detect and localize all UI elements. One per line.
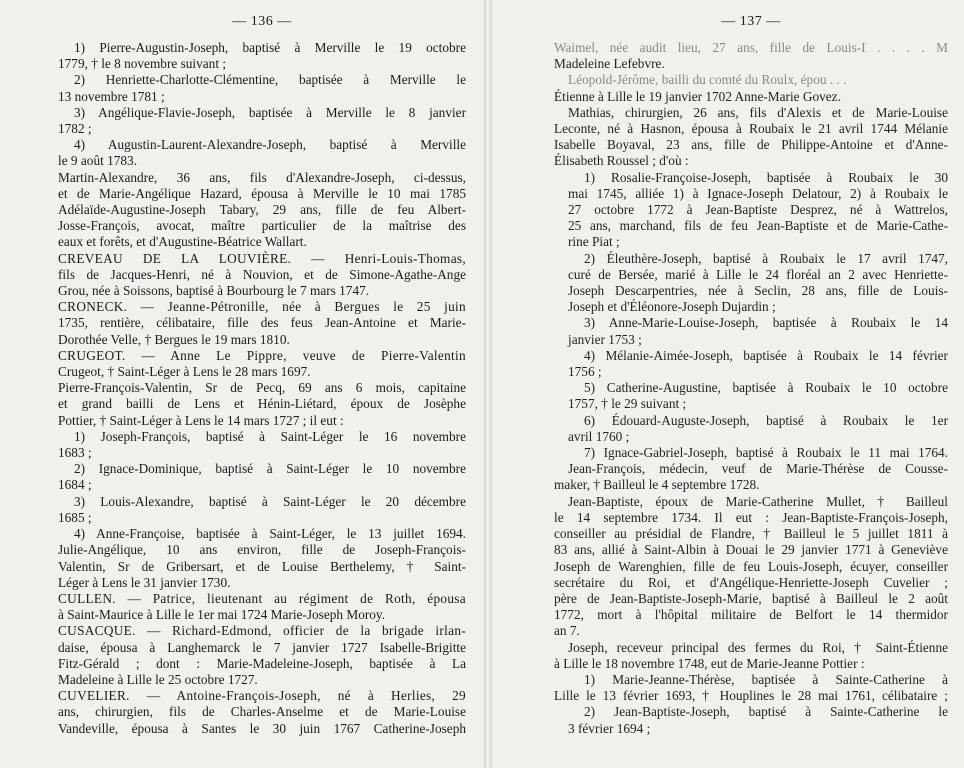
text-line: Isabelle Boyaval, 23 ans, fille de Philippe-Antoine et d'Anne-	[554, 137, 948, 153]
text-line: le 9 août 1783.	[58, 153, 138, 169]
text-line: 25 ans, marchand, fils de feu Jean-Baptiste et de Marie-Cathe-	[568, 218, 948, 234]
text-line: Leconte, né à Hasnon, épousa à Roubaix le 21 avril 1744 Mélanie	[554, 121, 948, 137]
text-line: Crugeot, † Saint-Léger à Lens le 28 mars 1697.	[58, 364, 311, 380]
text-line: 1684 ;	[58, 477, 92, 493]
text-line: 27 octobre 1772 à Jean-Baptiste Desprez, né à Wattrelos,	[568, 202, 948, 218]
text-line: 1782 ;	[58, 121, 92, 137]
text-line: 3 février 1694 ;	[568, 720, 651, 736]
text-line: Léger à Lens le 31 janvier 1730.	[58, 574, 231, 590]
text-line: Pierre-François-Valentin, Sr de Pecq, 69 ans 6 mois, capitaine	[58, 380, 466, 396]
page-number-left: — 136 —	[232, 14, 292, 29]
text-line: daise, épousa à Langhemarck le 7 janvier 1727 Isabelle-Brigitte	[58, 639, 466, 655]
text-line: mai 1745, alliée 1) à Ignace-Joseph Delatour, 2) à Roubaix le	[568, 185, 948, 201]
text-line: 5) Catherine-Augustine, baptisée à Roubaix le 10 octobre	[584, 380, 948, 396]
text-line: an 7.	[554, 623, 580, 639]
text-line: Waimel, née audit lieu, 27 ans, fille de Louis-I . . . . M	[554, 40, 948, 55]
text-line: Martin-Alexandre, 36 ans, fils d'Alexandre-Joseph, ci-dessus,	[58, 169, 466, 185]
text-line: CUSACQUE. — Richard-Edmond, officier de la brigade irlan-	[58, 623, 466, 639]
text-line: janvier 1753 ;	[568, 331, 642, 347]
right-page	[492, 0, 964, 768]
text-line: CRONECK. — Jeanne-Pétronille, née à Bergues le 25 juin	[58, 299, 466, 315]
text-line: à Lille le 18 novembre 1748, eut de Marie-Jeanne Pottier :	[554, 655, 865, 671]
text-line: 2) Ignace-Dominique, baptisé à Saint-Léger le 10 novembre	[74, 461, 466, 477]
right-page-text	[554, 40, 948, 737]
text-line: Valentin, Sr de Gribersart, et de Louise Berthelemy, † Saint-	[58, 558, 466, 574]
text-line: Dorothée Velle, † Bergues le 19 mars 1810.	[58, 331, 290, 347]
text-line: CREVEAU DE LA LOUVIÈRE. — Henri-Louis-Thomas,	[58, 250, 466, 266]
text-line: CUVELIER. — Antoine-François-Joseph, né à Herlies, 29	[58, 688, 466, 704]
text-line: 1) Rosalie-Françoise-Joseph, baptisée à Roubaix le 30	[584, 169, 948, 185]
text-line: 2) Henriette-Charlotte-Clémentine, baptisée à Merville le	[74, 72, 466, 88]
text-line: Lille le 13 février 1693, † Houplines le 28 mai 1761, célibataire ;	[554, 688, 948, 704]
text-line: Madeleine Lefebvre.	[554, 56, 665, 72]
text-line: Madeleine à Lille le 25 octobre 1727.	[58, 671, 258, 687]
text-line: 1772, mort à l'hôpital militaire de Belfort le 14 thermidor	[554, 607, 948, 623]
text-line: 1683 ;	[58, 445, 92, 461]
text-line: ans, chirurgien, fils de Charles-Anselme et de Marie-Louise	[58, 704, 466, 720]
text-line: le 14 septembre 1734. Il eut : Jean-Baptiste-François-Joseph,	[554, 509, 948, 525]
text-line: rine Piat ;	[568, 234, 620, 250]
text-line: Julie-Angélique, 10 ans environ, fille de Joseph-François-	[58, 542, 466, 558]
text-line: 4) Mélanie-Aimée-Joseph, baptisée à Roubaix le 14 février	[584, 347, 948, 363]
text-line: 1) Pierre-Augustin-Joseph, baptisé à Merville le 19 octobre	[74, 40, 466, 55]
page-number-right: — 137 —	[721, 14, 781, 29]
text-line: Joseph et d'Éléonore-Joseph Dujardin ;	[568, 299, 776, 315]
text-line: 13 novembre 1781 ;	[58, 88, 165, 104]
text-line: 7) Ignace-Gabriel-Joseph, baptisé à Roubaix le 11 mai 1764.	[584, 445, 948, 461]
text-line: 1685 ;	[58, 509, 92, 525]
book-gutter	[484, 0, 492, 768]
text-line: Grou, née à Soissons, baptisé à Bourbourg le 7 mars 1747.	[58, 283, 370, 299]
text-line: eaux et forêts, et d'Augustine-Béatrice Wallart.	[58, 234, 307, 250]
text-line: 3) Louis-Alexandre, baptisé à Saint-Léger le 20 décembre	[74, 493, 466, 509]
text-line: père de Jean-Baptiste-Joseph-Marie, baptisé à Bailleul le 2 août	[554, 590, 948, 606]
text-line: 2) Jean-Baptiste-Joseph, baptisé à Sainte-Catherine le	[584, 704, 948, 720]
text-line: à Saint-Maurice à Lille le 1er mai 1724 Marie-Joseph Moroy.	[58, 607, 386, 623]
text-line: Élisabeth Roussel ; d'où :	[554, 153, 689, 169]
text-line: Joseph de Warenghien, fille de feu Louis-Joseph, écuyer, conseiller	[554, 558, 948, 574]
left-page-text	[58, 40, 466, 737]
text-line: 3) Angélique-Flavie-Joseph, baptisée à Merville le 8 janvier	[74, 104, 466, 120]
text-line: 6) Édouard-Auguste-Joseph, baptisé à Roubaix le 1er	[584, 412, 948, 428]
text-line: et de Marie-Angélique Hazard, épousa à Merville le 10 mai 1785	[58, 185, 466, 201]
text-line: Adélaïde-Augustine-Joseph Tabary, 29 ans, fille de feu Albert-	[58, 202, 466, 218]
text-line: et grand bailli de Lens et Hénin-Liétard, époux de Josèphe	[58, 396, 466, 412]
text-line: 1) Joseph-François, baptisé à Saint-Léger le 16 novembre	[74, 428, 466, 444]
text-line: curé de Bersée, marié à Lille le 24 floréal an 2 avec Henriette-	[568, 266, 948, 282]
text-line: Étienne à Lille le 19 janvier 1702 Anne-Marie Govez.	[554, 88, 841, 104]
text-line: 4) Augustin-Laurent-Alexandre-Joseph, baptisé à Merville	[74, 137, 466, 153]
text-line: 1) Marie-Jeanne-Thérèse, baptisée à Sainte-Catherine à	[584, 671, 948, 687]
text-line: maker, † Bailleul le 4 septembre 1728.	[554, 477, 760, 493]
text-line: Vandeville, épousa à Santes le 30 juin 1767 Catherine-Joseph	[58, 720, 466, 736]
text-line: 1779, † le 8 novembre suivant ;	[58, 56, 227, 72]
text-line: 1735, rentière, célibataire, fille des feus Jean-Antoine et Marie-	[58, 315, 466, 331]
text-line: Mathias, chirurgien, 26 ans, fils d'Alexis et de Marie-Louise	[568, 104, 948, 120]
text-line: 1756 ;	[568, 364, 602, 380]
text-line: Josse-François, avocat, maître particulier de la maîtrise des	[58, 218, 466, 234]
text-line: CRUGEOT. — Anne Le Pippre, veuve de Pierre-Valentin	[58, 347, 466, 363]
text-line: conseiller au présidial de Flandre, † Bailleul le 5 juillet 1811 à	[554, 526, 948, 542]
text-line: Léopold-Jérôme, bailli du comté du Roulx, épou . . .	[568, 72, 847, 88]
text-line: 83 ans, allié à Saint-Albin à Douai le 29 janvier 1771 à Geneviève	[554, 542, 948, 558]
text-line: 2) Éleuthère-Joseph, baptisé à Roubaix le 17 avril 1747,	[584, 250, 948, 266]
text-line: avril 1760 ;	[568, 428, 630, 444]
text-line: 3) Anne-Marie-Louise-Joseph, baptisée à Roubaix le 14	[584, 315, 948, 331]
text-line: Pottier, † Saint-Léger à Lens le 14 mars 1727 ; il eut :	[58, 412, 344, 428]
text-line: Jean-François, médecin, veuf de Marie-Thérèse de Cousse-	[568, 461, 948, 477]
text-line: Jean-Baptiste, époux de Marie-Catherine Mullet, † Bailleul	[568, 493, 948, 509]
text-line: CULLEN. — Patrice, lieutenant au régiment de Roth, épousa	[58, 590, 466, 606]
text-line: fils de Jacques-Henri, né à Nouvion, et de Simone-Agathe-Ange	[58, 266, 466, 282]
text-line: Fitz-Gérald ; dont : Marie-Madeleine-Joseph, baptisée à La	[58, 655, 466, 671]
text-line: Joseph Descarpentries, née à Seclin, 28 ans, fille de Louis-	[568, 283, 948, 299]
text-line: Joseph, receveur principal des fermes du Roi, † Saint-Étienne	[568, 639, 948, 655]
text-line: 4) Anne-Françoise, baptisée à Saint-Léger, le 13 juillet 1694.	[74, 526, 466, 542]
text-line: secrétaire du Roi, et d'Angélique-Henriette-Joseph Cuvelier ;	[554, 574, 948, 590]
text-line: 1757, † le 29 suivant ;	[568, 396, 687, 412]
